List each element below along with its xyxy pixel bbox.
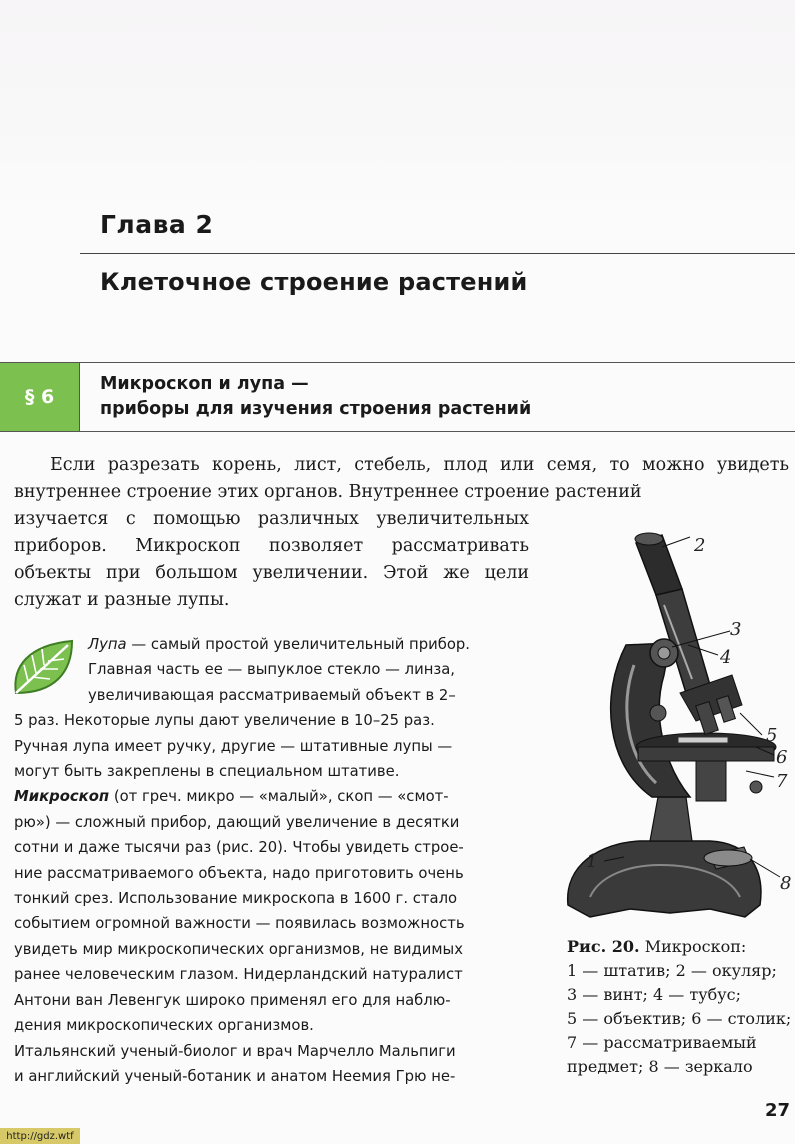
term: Микроскоп bbox=[14, 788, 110, 806]
section-title-line: Микроскоп и лупа — bbox=[100, 374, 309, 394]
term-definition: — самый простой увеличительный прибор. bbox=[126, 636, 471, 653]
body-line: Ручная лупа имеет ручку, другие — штативные лупы — bbox=[14, 737, 453, 755]
caption-line: 5 — объектив; 6 — столик; bbox=[567, 1009, 792, 1028]
body-line: и английский ученый-ботаник и анатом Неемия Грю не- bbox=[14, 1067, 456, 1085]
page-smudge bbox=[0, 0, 795, 200]
page-number: 27 bbox=[765, 1100, 791, 1121]
body-line: Антони ван Левенгук широко применял его для наблю- bbox=[14, 991, 451, 1009]
figure-label: 7 bbox=[776, 771, 788, 792]
intro-paragraph: Если разрезать корень, лист, стебель, плод или семя, то можно увидеть внутреннее строение этих органов. Внутреннее строение растений bbox=[14, 455, 789, 502]
chapter-divider bbox=[80, 253, 795, 254]
body-line: увидеть мир микроскопических организмов, не видимых bbox=[14, 940, 463, 958]
figure-label: 6 bbox=[776, 747, 788, 768]
body-line: могут быть закреплены в специальном штативе. bbox=[14, 763, 400, 781]
section-header bbox=[0, 362, 795, 432]
figure-label: 8 bbox=[780, 873, 792, 894]
intro-paragraph-continued: изучается с помощью различных увеличительных приборов. Микроскоп позволяет рассматривать объекты при большом увеличении. Этой же цели служат и разные лупы. bbox=[14, 509, 529, 610]
section-title bbox=[100, 372, 531, 422]
body-line: 5 раз. Некоторые лупы дают увеличение в 10–25 раз. bbox=[14, 712, 435, 730]
body-line: Итальянский ученый-биолог и врач Марчелло Мальпиги bbox=[14, 1042, 456, 1060]
body-line: тонкий срез. Использование микроскопа в 1600 г. стало bbox=[14, 890, 458, 908]
body-text bbox=[14, 632, 527, 1089]
body-line: сотни и даже тысячи раз (рис. 20). Чтобы увидеть строе- bbox=[14, 839, 464, 857]
body-line: ние рассматриваемого объекта, надо приготовить очень bbox=[14, 864, 464, 882]
figure-caption bbox=[567, 935, 795, 1079]
term: Лупа bbox=[88, 636, 127, 653]
chapter-title: Клеточное строение растений bbox=[100, 268, 528, 296]
section-title-line: приборы для изучения строения растений bbox=[100, 399, 532, 419]
section-badge: § 6 bbox=[0, 363, 80, 431]
figure-label: 2 bbox=[694, 535, 706, 556]
caption-line: 1 — штатив; 2 — окуляр; bbox=[567, 961, 777, 980]
figure-label: 5 bbox=[766, 725, 778, 746]
figure-label: 3 bbox=[730, 619, 742, 640]
chapter-label: Глава 2 bbox=[100, 210, 214, 239]
caption-line: предмет; 8 — зеркало bbox=[567, 1057, 753, 1076]
body-line: рю») — сложный прибор, дающий увеличение в десятки bbox=[14, 813, 460, 831]
caption-line: 3 — винт; 4 — тубус; bbox=[567, 985, 742, 1004]
term-definition: (от греч. микро — «малый», скоп — «смот- bbox=[109, 788, 449, 806]
watermark-link[interactable]: http://gdz.wtf bbox=[0, 1128, 80, 1144]
figure-label: 4 bbox=[720, 647, 732, 668]
body-line bbox=[14, 784, 527, 809]
body-line: Главная часть ее — выпуклое стекло — линза, bbox=[88, 661, 456, 679]
body-line: ранее человеческим глазом. Нидерландский натуралист bbox=[14, 966, 463, 984]
figure-label: 1 bbox=[586, 851, 598, 872]
body-line bbox=[14, 632, 527, 657]
microscope-figure bbox=[560, 525, 795, 925]
caption-line: Рис. 20. Микроскоп: bbox=[567, 937, 747, 956]
caption-line: 7 — рассматриваемый bbox=[567, 1033, 757, 1052]
body-line: событием огромной важности — появилась возможность bbox=[14, 915, 465, 933]
body-line: увеличивающая рассматриваемый объект в 2– bbox=[88, 686, 456, 704]
body-line: дения микроскопических организмов. bbox=[14, 1017, 314, 1035]
